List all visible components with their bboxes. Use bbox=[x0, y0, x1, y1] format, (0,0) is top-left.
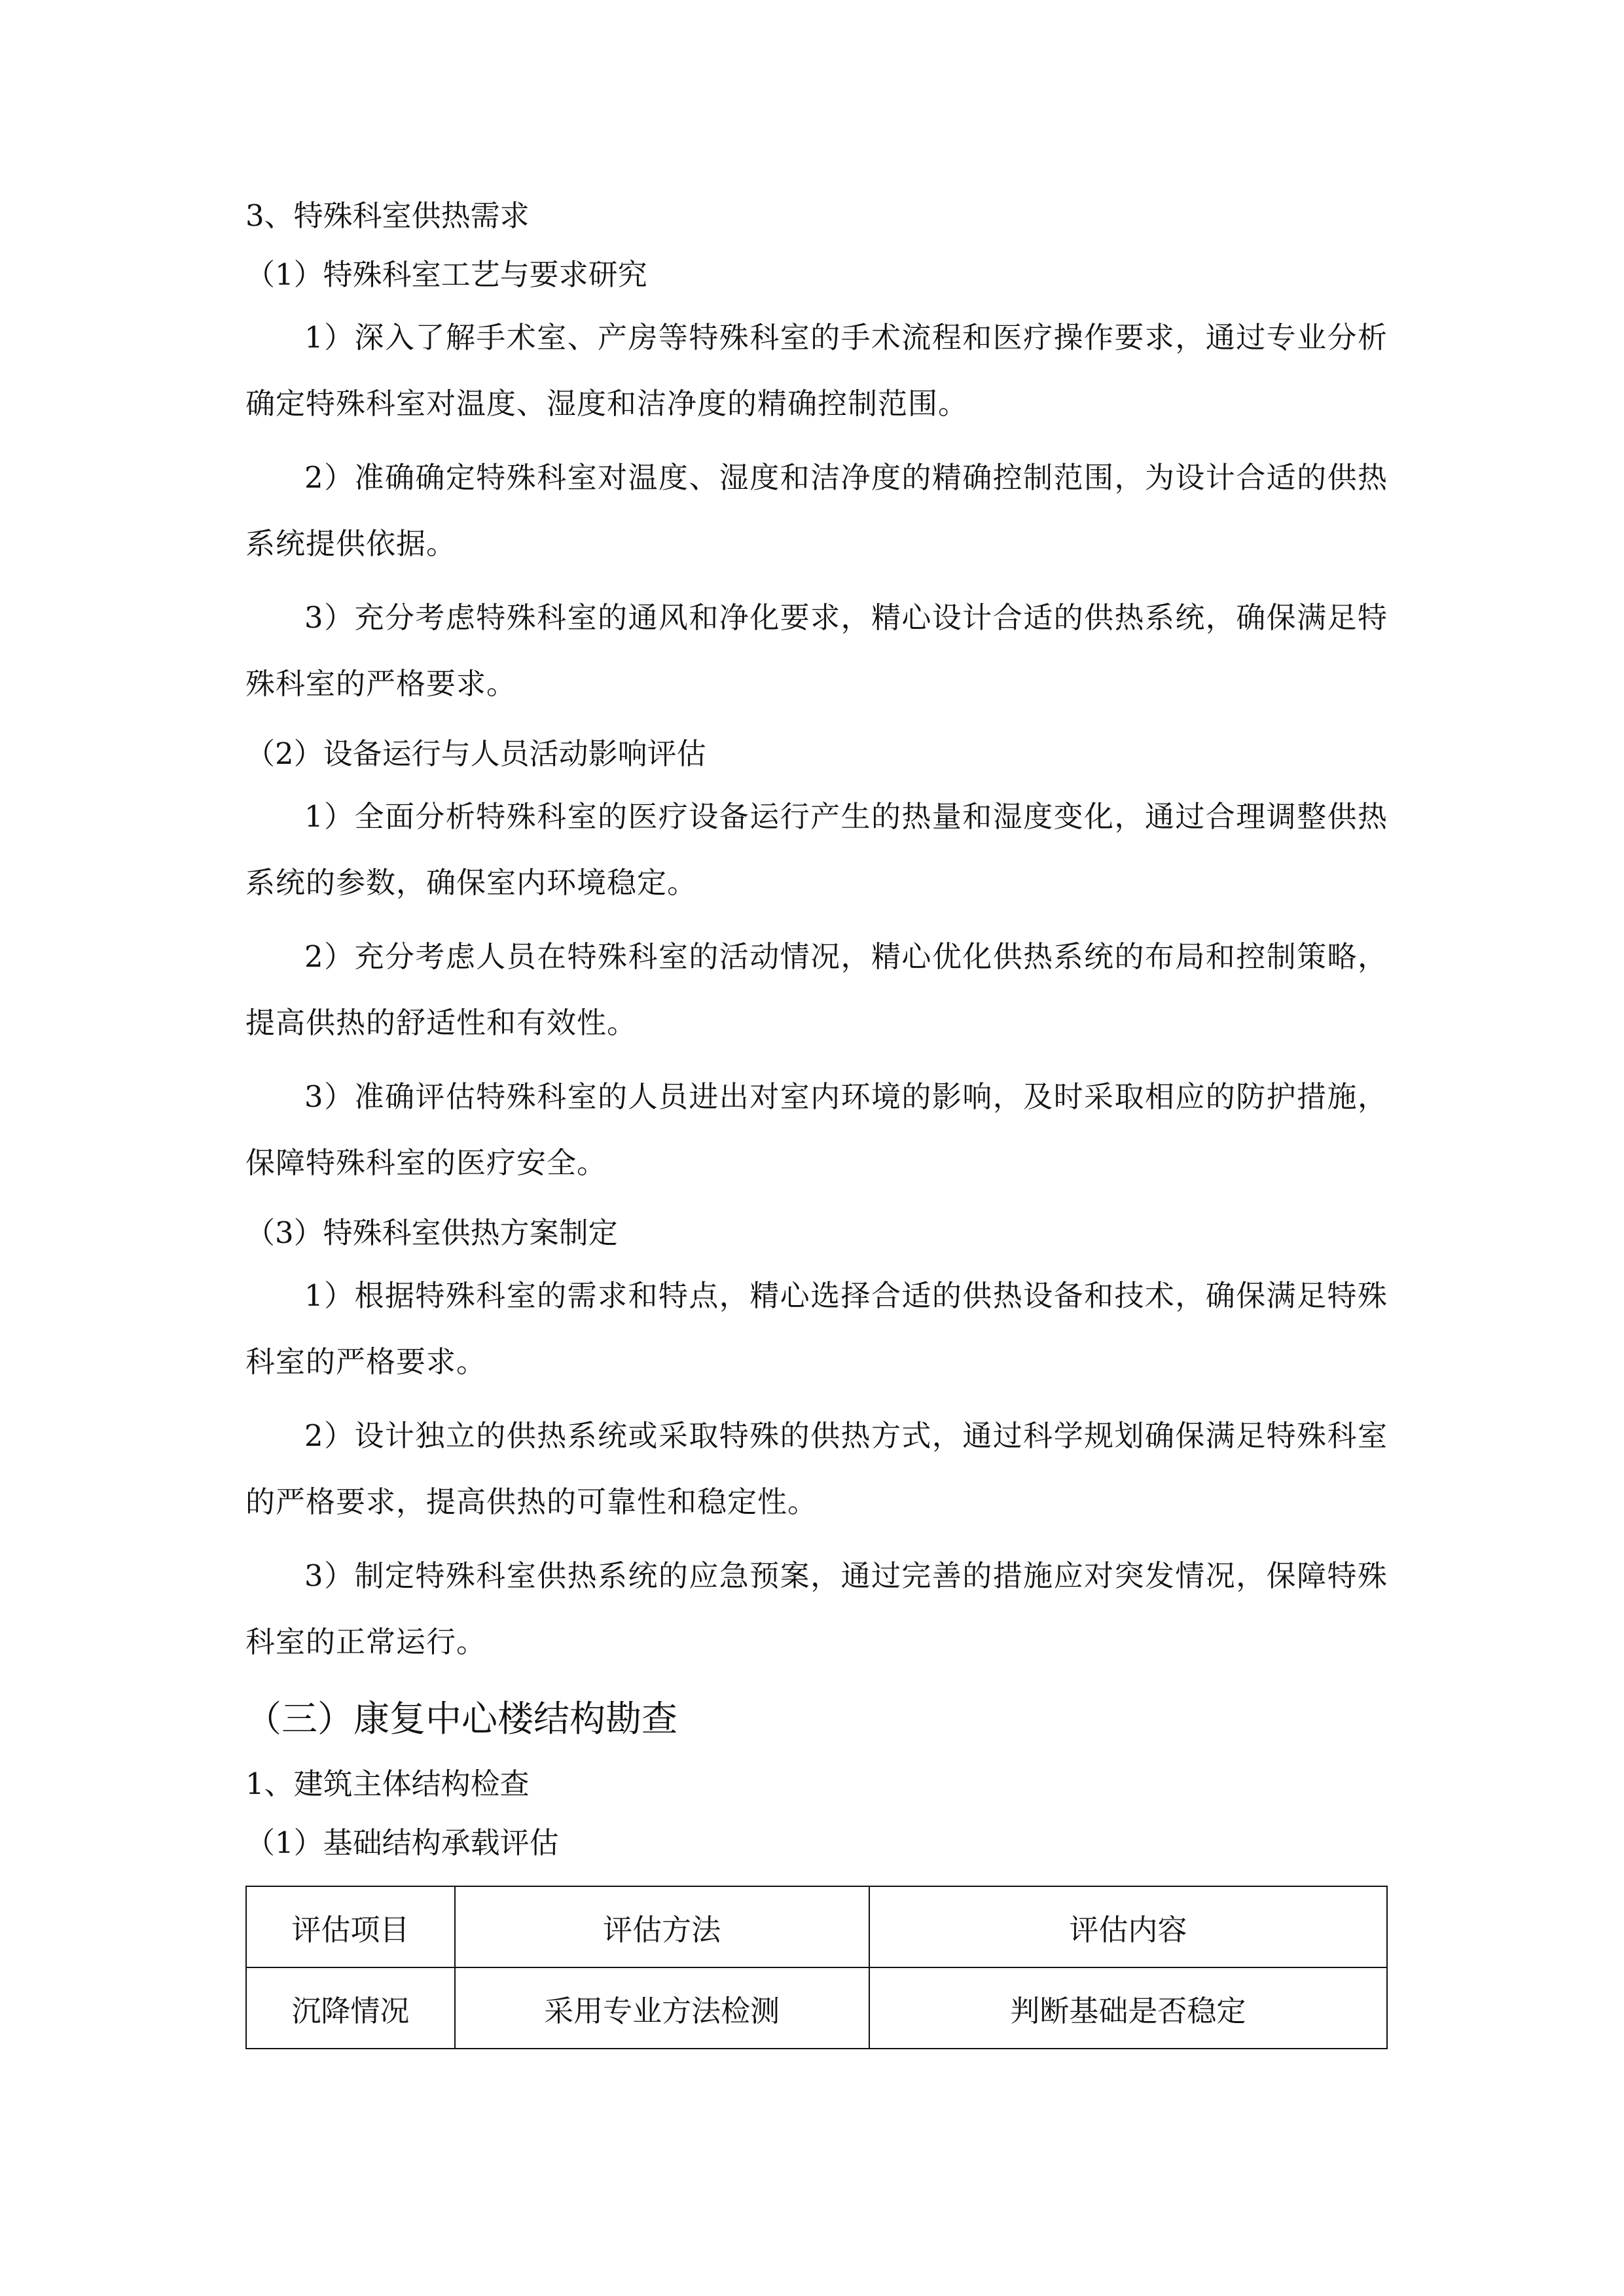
paragraph-3-1: 1）根据特殊科室的需求和特点，精心选择合适的供热设备和技术，确保满足特殊科室的严格要求。 bbox=[245, 1278, 1388, 1379]
table-row bbox=[246, 1967, 1387, 2049]
paragraph-2-3: 3）准确评估特殊科室的人员进出对室内环境的影响，及时采取相应的防护措施，保障特殊科室的医疗安全。 bbox=[245, 1079, 1388, 1180]
paragraph-2-1: 1）全面分析特殊科室的医疗设备运行产生的热量和湿度变化，通过合理调整供热系统的参数，确保室内环境稳定。 bbox=[245, 799, 1388, 900]
paragraph-3-2: 2）设计独立的供热系统或采取特殊的供热方式，通过科学规划确保满足特殊科室的严格要求，提高供热的可靠性和稳定性。 bbox=[245, 1418, 1388, 1519]
subheading-equipment-personnel: （2）设备运行与人员活动影响评估 bbox=[245, 736, 706, 771]
table-cell: 判断基础是否稳定 bbox=[869, 1967, 1387, 2049]
table-header-method: 评估方法 bbox=[455, 1886, 869, 1967]
subheading-heating-plan: （3）特殊科室供热方案制定 bbox=[245, 1215, 618, 1250]
document-body bbox=[245, 187, 1388, 2049]
assessment-table bbox=[245, 1886, 1388, 2049]
table-cell: 采用专业方法检测 bbox=[455, 1967, 869, 2049]
section-heading-main-structure: 1、建筑主体结构检查 bbox=[245, 1767, 530, 1801]
paragraph-2-2: 2）充分考虑人员在特殊科室的活动情况，精心优化供热系统的布局和控制策略，提高供热的舒适性和有效性。 bbox=[245, 939, 1388, 1040]
paragraph-1-3: 3）充分考虑特殊科室的通风和净化要求，精心设计合适的供热系统，确保满足特殊科室的严格要求。 bbox=[245, 600, 1388, 701]
paragraph-3-3: 3）制定特殊科室供热系统的应急预案，通过完善的措施应对突发情况，保障特殊科室的正常运行。 bbox=[245, 1558, 1388, 1659]
table-header-item: 评估项目 bbox=[246, 1886, 455, 1967]
table-cell: 沉降情况 bbox=[246, 1967, 455, 2049]
table-header-content: 评估内容 bbox=[869, 1886, 1387, 1967]
paragraph-1-1: 1）深入了解手术室、产房等特殊科室的手术流程和医疗操作要求，通过专业分析确定特殊科室对温度、湿度和洁净度的精确控制范围。 bbox=[245, 320, 1388, 421]
table-header-row bbox=[246, 1886, 1387, 1967]
part-heading-rehab-structure: （三）康复中心楼结构勘查 bbox=[245, 1698, 678, 1740]
paragraph-1-2: 2）准确确定特殊科室对温度、湿度和洁净度的精确控制范围，为设计合适的供热系统提供依据。 bbox=[245, 460, 1388, 561]
section-heading-special-rooms: 3、特殊科室供热需求 bbox=[245, 198, 530, 233]
subheading-foundation-assessment: （1）基础结构承载评估 bbox=[245, 1825, 559, 1860]
subheading-process-requirements: （1）特殊科室工艺与要求研究 bbox=[245, 257, 647, 292]
